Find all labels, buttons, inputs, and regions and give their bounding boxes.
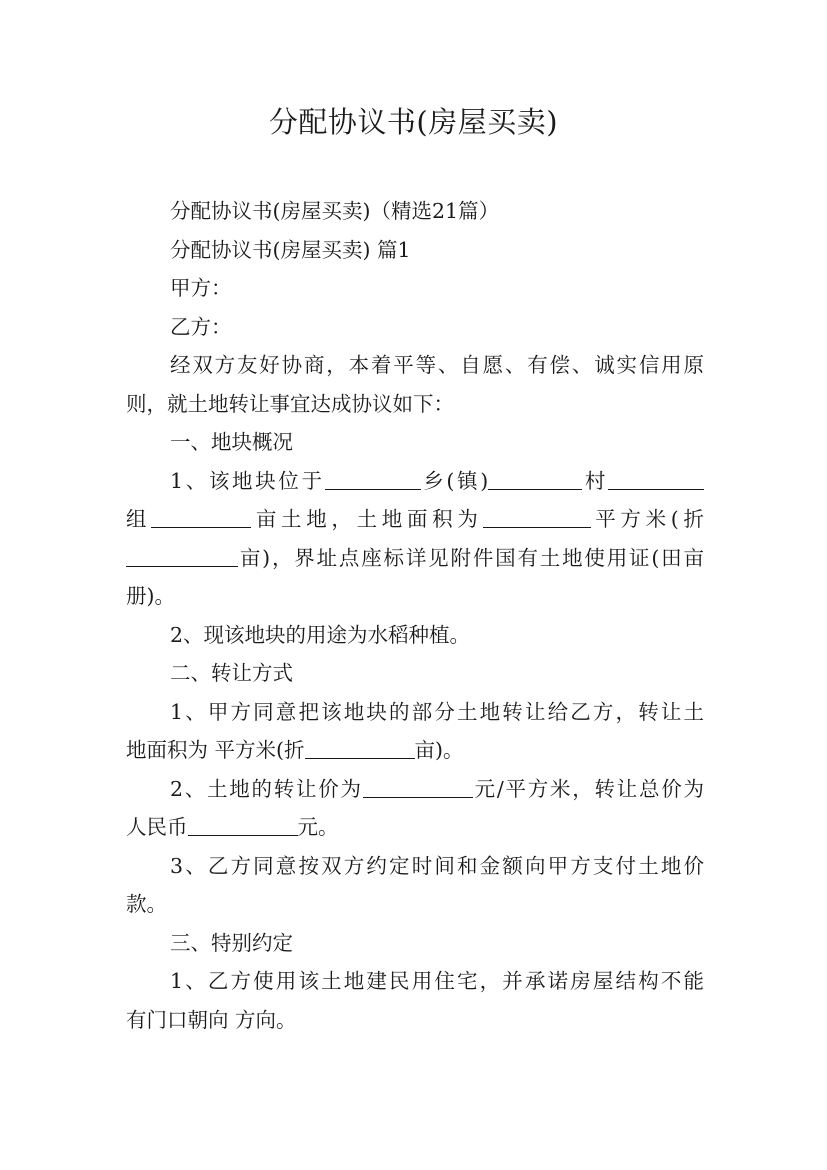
square-meter-text: 平方米(折 bbox=[590, 507, 704, 531]
total-price-line bbox=[126, 808, 704, 847]
plot-usage-line: 2、现该地块的用途为水稻种植。 bbox=[170, 622, 471, 647]
square-meter-blank bbox=[483, 506, 591, 529]
group-text: 组 bbox=[126, 507, 152, 531]
transfer-agreement-line-1: 1、甲方同意把该地块的部分土地转让给乙方，转让土 bbox=[170, 699, 704, 724]
plot-boundary-line bbox=[126, 539, 704, 578]
yuan-text: 元。 bbox=[297, 815, 339, 839]
boundary-text: 亩)，界址点座标详见附件国有土地使用证(田亩 bbox=[238, 545, 704, 570]
mu-blank bbox=[151, 506, 251, 529]
plot-area-line bbox=[126, 500, 704, 539]
plot-location-line bbox=[126, 462, 704, 501]
document-body bbox=[126, 192, 704, 1039]
village-text: 村 bbox=[582, 468, 609, 493]
special-term-line-1: 1、乙方使用该土地建民用住宅，并承诺房屋结构不能 bbox=[170, 969, 704, 993]
payment-line-2: 款。 bbox=[126, 892, 167, 916]
party-b-label: 乙方： bbox=[170, 314, 232, 339]
rmb-text: 人民币 bbox=[126, 815, 188, 839]
village-blank bbox=[488, 467, 582, 490]
party-a-label: 甲方： bbox=[170, 276, 232, 300]
transfer-mu-blank bbox=[305, 737, 415, 760]
converted-mu-blank bbox=[126, 544, 238, 567]
plot-location-text: 1、该地块位于 bbox=[170, 468, 325, 493]
plot-boundary-end: 册)。 bbox=[126, 584, 175, 608]
mu-land-text: 亩土地，土地面积为 bbox=[251, 507, 483, 531]
heading-plot-overview: 一、地块概况 bbox=[170, 430, 293, 454]
payment-line-1: 3、乙方同意按双方约定时间和金额向甲方支付土地价 bbox=[170, 853, 704, 878]
heading-transfer-method: 二、转让方式 bbox=[170, 661, 293, 685]
paragraph-intro-line-1: 经双方友好协商，本着平等、自愿、有偿、诚实信用原 bbox=[170, 353, 704, 377]
unit-price-blank bbox=[363, 775, 473, 798]
group-blank bbox=[608, 467, 704, 490]
total-price-text: 元/平方米，转让总价为 bbox=[472, 776, 705, 801]
transfer-mu-text: 亩)。 bbox=[414, 738, 464, 762]
paragraph-subtitle: 分配协议书(房屋买卖)（精选21篇） bbox=[170, 199, 500, 223]
transfer-area-line bbox=[126, 731, 704, 770]
heading-special-terms: 三、特别约定 bbox=[170, 930, 293, 955]
paragraph-intro-line-2: 则，就土地转让事宜达成协议如下： bbox=[126, 391, 454, 416]
paragraph-section-heading: 分配协议书(房屋买卖) 篇1 bbox=[170, 237, 411, 262]
transfer-price-text: 2、土地的转让价为 bbox=[170, 776, 363, 801]
township-text: 乡(镇) bbox=[420, 468, 489, 493]
transfer-area-text: 地面积为 平方米(折 bbox=[126, 738, 305, 762]
total-price-blank bbox=[188, 814, 298, 837]
township-blank bbox=[325, 467, 421, 490]
special-term-line-2: 有门口朝向 方向。 bbox=[126, 1007, 297, 1032]
document-title: 分配协议书(房屋买卖) bbox=[268, 105, 559, 139]
transfer-price-line bbox=[126, 770, 704, 809]
